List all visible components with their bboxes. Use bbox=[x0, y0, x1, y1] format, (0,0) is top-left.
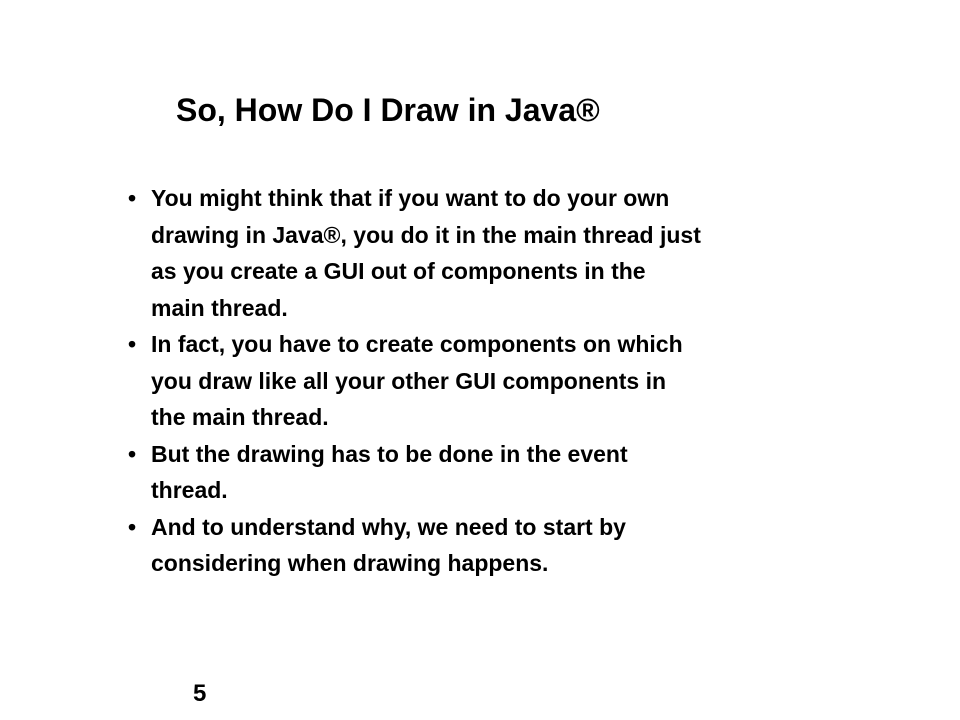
bullet-list bbox=[128, 180, 828, 582]
bullet-item bbox=[128, 436, 828, 509]
bullet-text-line: thread. bbox=[151, 477, 228, 503]
page-number: 5 bbox=[193, 680, 207, 707]
bullet-text-line: And to understand why, we need to start by bbox=[151, 513, 626, 540]
bullet-item bbox=[128, 509, 828, 582]
bullet-text-line: In fact, you have to create components on which bbox=[151, 331, 683, 357]
slide-title: So, How Do I Draw in Java® bbox=[176, 92, 600, 128]
bullet-item bbox=[128, 326, 828, 436]
bullet-item bbox=[128, 180, 828, 326]
bullet-text-line: the main thread. bbox=[151, 404, 329, 430]
bullet-text-line: But the drawing has to be done in the event bbox=[151, 440, 628, 467]
bullet-text-line: main thread. bbox=[151, 294, 288, 321]
bullet-marker: • bbox=[128, 513, 137, 540]
bullet-text-line: as you create a GUI out of components in the bbox=[151, 258, 646, 284]
bullet-marker: • bbox=[128, 331, 137, 357]
bullet-text-line: You might think that if you want to do your own bbox=[151, 185, 670, 211]
bullet-text-line: considering when drawing happens. bbox=[151, 550, 549, 576]
bullet-text-line: drawing in Java®, you do it in the main thread just bbox=[151, 221, 701, 248]
bullet-marker: • bbox=[128, 185, 137, 211]
bullet-text-line: you draw like all your other GUI components in bbox=[151, 367, 667, 394]
bullet-marker: • bbox=[128, 440, 137, 467]
